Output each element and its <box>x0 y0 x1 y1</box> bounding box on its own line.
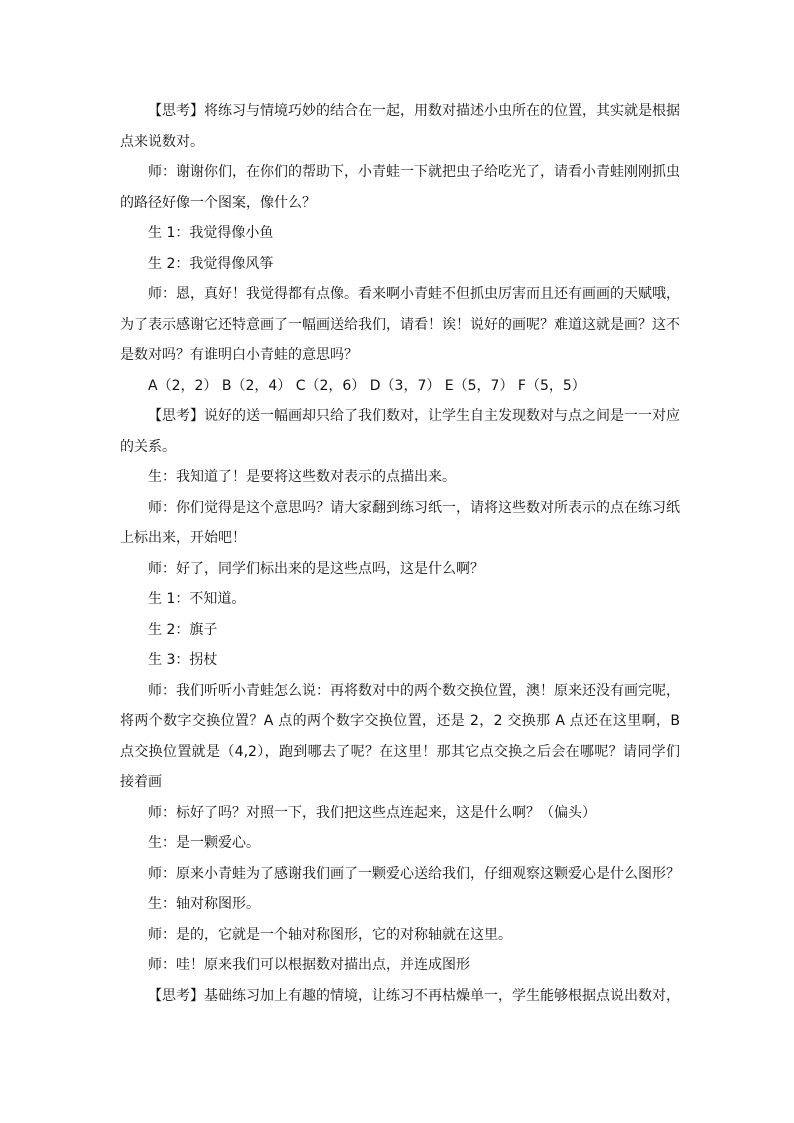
paragraph-student-1: 生 1：我觉得像小鱼 <box>148 225 274 241</box>
paragraph-student-2: 生 2：我觉得像风筝 <box>148 255 274 272</box>
paragraph-teacher-3: 师：你们觉得是这个意思吗？请大家翻到练习纸一，请将这些数对所表示的点在练习纸上标出来，开始吧！ <box>120 499 680 546</box>
paragraph-teacher-7: 师：原来小青蛙为了感谢我们画了一颗爱心送给我们，仔细观察这颗爱心是什么图形？ <box>148 865 680 882</box>
paragraph-teacher-8: 师：是的，它就是一个轴对称图形，它的对称轴就在这里。 <box>148 926 512 943</box>
paragraph-student-6: 生 3：拐杖 <box>148 652 218 668</box>
paragraph-teacher-9: 师：哇！原来我们可以根据数对描出点，并连成图形 <box>148 957 470 973</box>
paragraph-student-5: 生 2：旗子 <box>148 621 218 638</box>
paragraph-reflection-2: 【思考】说好的送一幅画却只给了我们数对，让学生自主发现数对与点之间是一一对应的关系。 <box>120 408 680 455</box>
paragraph-teacher-6: 师：标好了吗？对照一下，我们把这些点连起来，这是什么啊？（偏头） <box>148 804 596 821</box>
paragraph-teacher-4: 师：好了，同学们标出来的是这些点吗，这是什么啊？ <box>148 560 484 577</box>
paragraph-reflection-1: 【思考】将练习与情境巧妙的结合在一起，用数对描述小虫所在的位置，其实就是根据点来说数对。 <box>120 103 680 150</box>
paragraph-student-3: 生：我知道了！是要将这些数对表示的点描出来。 <box>148 469 456 485</box>
paragraph-teacher-2: 师：恩，真好！我觉得都有点像。看来啊小青蛙不但抓虫厉害而且还有画画的天赋哦，为了表示感谢它还特意画了一幅画送给我们，请看！诶！说好的画呢？难道这就是画？这不是数对吗？有谁明白小青蛙的意思吗？ <box>120 286 680 363</box>
paragraph-student-7: 生：是一颗爱心。 <box>148 835 260 851</box>
paragraph-student-8: 生：轴对称图形。 <box>148 896 260 912</box>
paragraph-teacher-5: 师：我们听听小青蛙怎么说：再将数对中的两个数交换位置，澳！原来还没有画完呢，将两个数字交换位置？A 点的两个数字交换位置，还是 2，2 交换那 A 点还在这里啊，B 点交换位置就是（4,2），跑到哪去了呢？在这里！那其它点交换之后会在哪呢？请同学们接着画 <box>120 682 680 790</box>
paragraph-coordinates: A（2，2） B（2，4） C（2，6） D（3，7） E（5，7） F（5，5） <box>148 377 586 394</box>
document-body <box>120 96 680 1011</box>
paragraph-teacher-1: 师：谢谢你们，在你们的帮助下，小青蛙一下就把虫子给吃光了，请看小青蛙刚刚抓虫的路径好像一个图案，像什么？ <box>120 164 680 211</box>
paragraph-reflection-3: 【思考】基础练习加上有趣的情境，让练习不再枯燥单一，学生能够根据点说出数对， <box>148 987 680 1004</box>
paragraph-student-4: 生 1：不知道。 <box>148 591 246 607</box>
